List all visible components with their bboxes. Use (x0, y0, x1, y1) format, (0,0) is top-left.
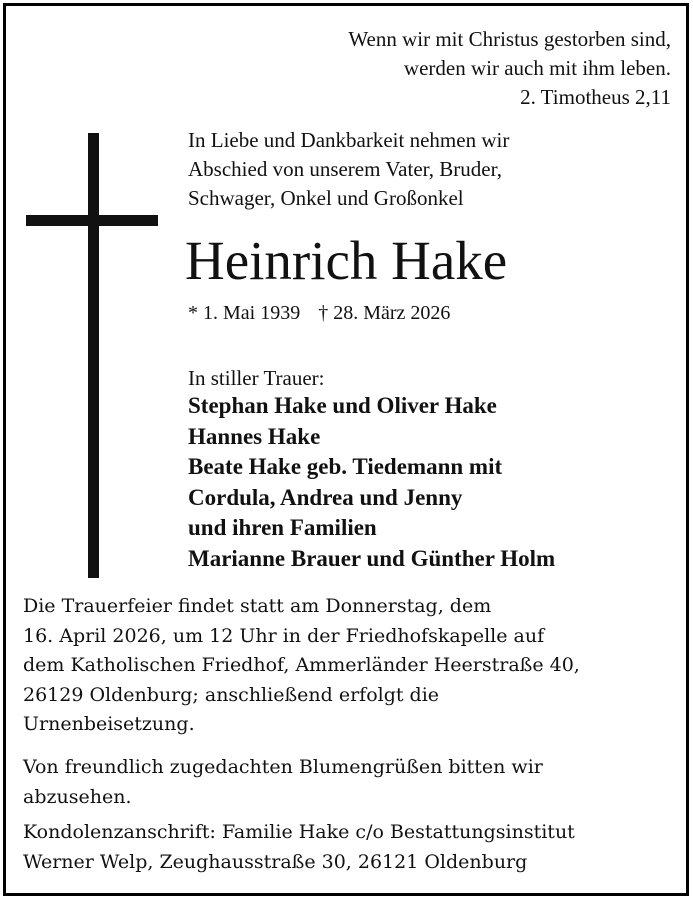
ceremony-line: 26129 Oldenburg; anschließend erfolgt die (23, 683, 440, 706)
cross-icon (88, 133, 99, 578)
mourner-line: Stephan Hake und Oliver Hake (188, 393, 497, 418)
verse-line: werden wir auch mit ihm leben. (403, 56, 671, 80)
cross-icon-crossbar (26, 215, 158, 226)
verse-reference: 2. Timotheus 2,11 (520, 85, 671, 109)
life-dates (188, 300, 450, 326)
mourning-label: In stiller Trauer: (188, 366, 325, 390)
ceremony-line: Die Trauerfeier findet statt am Donnerstag, dem (23, 595, 492, 617)
intro-line: Abschied von unserem Vater, Bruder, (188, 157, 503, 181)
ceremony-info (23, 592, 673, 740)
mourner-line: Hannes Hake (188, 423, 321, 449)
mourners-list (188, 391, 555, 574)
condolence-address (23, 818, 673, 877)
flowers-line: abzusehen. (23, 785, 132, 808)
intro-line: In Liebe und Dankbarkeit nehmen wir (188, 128, 510, 152)
mourner-line: Marianne Brauer und Günther Holm (188, 545, 556, 571)
ceremony-line: Urnenbeisetzung. (23, 713, 195, 735)
birth-date: * 1. Mai 1939 (188, 302, 301, 324)
bible-verse (348, 25, 671, 112)
ceremony-line: 16. April 2026, um 12 Uhr in der Friedhofskapelle auf (23, 624, 545, 647)
contact-line: Werner Welp, Zeughausstraße 30, 26121 Oldenburg (23, 850, 528, 873)
contact-line: Kondolenzanschrift: Familie Hake c/o Bestattungsinstitut (23, 821, 575, 843)
verse-line: Wenn wir mit Christus gestorben sind, (348, 27, 671, 51)
mourner-line: Cordula, Andrea und Jenny (188, 484, 463, 510)
death-date: † 28. März 2026 (318, 302, 451, 324)
ceremony-line: dem Katholischen Friedhof, Ammerländer Heerstraße 40, (23, 654, 580, 676)
mourner-line: und ihren Familien (188, 515, 377, 540)
deceased-name: Heinrich Hake (185, 230, 508, 291)
flowers-note (23, 753, 673, 812)
mourner-line: Beate Hake geb. Tiedemann mit (188, 454, 503, 479)
intro-line: Schwager, Onkel und Großonkel (188, 186, 464, 210)
farewell-intro (188, 126, 509, 213)
flowers-line: Von freundlich zugedachten Blumengrüßen bitten wir (23, 756, 543, 778)
